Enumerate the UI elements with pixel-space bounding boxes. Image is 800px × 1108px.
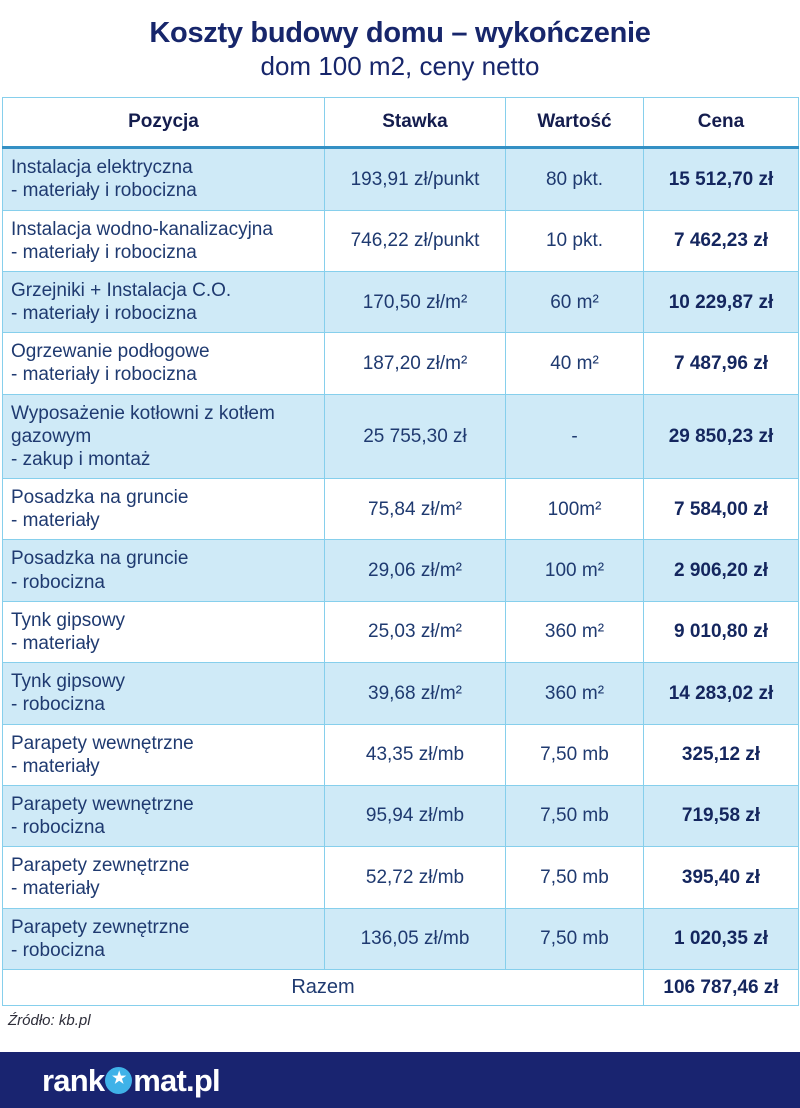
rate-cell: 29,06 zł/m² [325, 540, 506, 601]
quantity-cell: 360 m² [506, 601, 644, 662]
item-subline: - materiały [11, 878, 100, 900]
item-name: Tynk gipsowy [11, 609, 126, 631]
logo-text-suffix: mat.pl [133, 1062, 220, 1098]
table-row [3, 210, 799, 271]
table-row [3, 148, 799, 210]
item-cell [3, 394, 325, 479]
table-row [3, 724, 799, 785]
table-footer [3, 969, 799, 1005]
item-cell [3, 479, 325, 540]
rate-cell: 187,20 zł/m² [325, 333, 506, 394]
table-row [3, 847, 799, 908]
item-name: Parapety wewnętrzne [11, 732, 194, 754]
price-cell: 9 010,80 zł [644, 601, 799, 662]
price-cell: 7 584,00 zł [644, 479, 799, 540]
quantity-cell: 7,50 mb [506, 847, 644, 908]
source-note: Źródło: kb.pl [8, 1011, 91, 1029]
item-subline: - robocizna [11, 694, 105, 716]
quantity-cell: 7,50 mb [506, 908, 644, 969]
quantity-cell: 7,50 mb [506, 785, 644, 846]
item-cell [3, 210, 325, 271]
price-cell: 1 020,35 zł [644, 908, 799, 969]
item-name: Parapety zewnętrzne [11, 916, 190, 938]
logo-circle [105, 1067, 132, 1094]
item-name: Wyposażenie kotłowni z kotłem gazowym [11, 402, 275, 447]
item-name: Tynk gipsowy [11, 671, 126, 693]
item-subline: - materiały i robocizna [11, 364, 197, 386]
column-header-wartosc: Wartość [506, 98, 644, 148]
price-cell: 325,12 zł [644, 724, 799, 785]
item-subline: - robocizna [11, 817, 105, 839]
item-cell [3, 785, 325, 846]
item-cell [3, 540, 325, 601]
quantity-cell: 80 pkt. [506, 148, 644, 210]
item-cell [3, 601, 325, 662]
price-cell: 14 283,02 zł [644, 663, 799, 724]
rate-cell: 25,03 zł/m² [325, 601, 506, 662]
quantity-cell: 40 m² [506, 333, 644, 394]
table-header [3, 98, 799, 148]
quantity-cell: 7,50 mb [506, 724, 644, 785]
table-row [3, 271, 799, 332]
item-subline: - robocizna [11, 571, 105, 593]
table-row [3, 333, 799, 394]
price-cell: 719,58 zł [644, 785, 799, 846]
rate-cell: 193,91 zł/punkt [325, 148, 506, 210]
item-subline: - materiały [11, 632, 100, 654]
total-label: Razem [3, 969, 644, 1005]
total-value: 106 787,46 zł [644, 969, 799, 1005]
page-title: Koszty budowy domu – wykończenie [149, 17, 651, 49]
rate-cell: 39,68 zł/m² [325, 663, 506, 724]
price-cell: 15 512,70 zł [644, 148, 799, 210]
item-subline: - zakup i montaż [11, 448, 151, 470]
logo-text-prefix: rank [42, 1062, 105, 1098]
footer-bar [0, 1052, 800, 1108]
item-subline: - materiały i robocizna [11, 241, 197, 263]
item-name: Instalacja elektryczna [11, 157, 193, 179]
quantity-cell: 100 m² [506, 540, 644, 601]
item-name: Ogrzewanie podłogowe [11, 341, 210, 363]
table-row [3, 785, 799, 846]
item-subline: - robocizna [11, 939, 105, 961]
cost-table [2, 97, 799, 1006]
item-subline: - materiały [11, 755, 100, 777]
item-cell [3, 724, 325, 785]
price-cell: 7 487,96 zł [644, 333, 799, 394]
rate-cell: 170,50 zł/m² [325, 271, 506, 332]
rankomat-logo [42, 1062, 220, 1098]
rate-cell: 95,94 zł/mb [325, 785, 506, 846]
rate-cell: 43,35 zł/mb [325, 724, 506, 785]
quantity-cell: 60 m² [506, 271, 644, 332]
item-name: Parapety zewnętrzne [11, 855, 190, 877]
price-cell: 7 462,23 zł [644, 210, 799, 271]
item-name: Instalacja wodno-kanalizacyjna [11, 218, 273, 240]
table-row [3, 479, 799, 540]
price-cell: 29 850,23 zł [644, 394, 799, 479]
quantity-cell: 100m² [506, 479, 644, 540]
table-row [3, 540, 799, 601]
table-row [3, 394, 799, 479]
item-cell [3, 148, 325, 210]
item-subline: - materiały [11, 510, 100, 532]
item-cell [3, 908, 325, 969]
quantity-cell: - [506, 394, 644, 479]
table-row [3, 601, 799, 662]
rate-cell: 25 755,30 zł [325, 394, 506, 479]
price-cell: 2 906,20 zł [644, 540, 799, 601]
item-name: Grzejniki + Instalacja C.O. [11, 279, 232, 301]
star-icon: ★ [112, 1070, 126, 1087]
item-subline: - materiały i robocizna [11, 180, 197, 202]
column-header-cena: Cena [644, 98, 799, 148]
header-row [3, 98, 799, 148]
price-cell: 10 229,87 zł [644, 271, 799, 332]
column-header-pozycja: Pozycja [3, 98, 325, 148]
table-row [3, 908, 799, 969]
rate-cell: 136,05 zł/mb [325, 908, 506, 969]
item-name: Parapety wewnętrzne [11, 793, 194, 815]
rate-cell: 75,84 zł/m² [325, 479, 506, 540]
item-cell [3, 271, 325, 332]
item-cell [3, 663, 325, 724]
table-row [3, 663, 799, 724]
item-cell [3, 847, 325, 908]
total-row [3, 969, 799, 1005]
item-name: Posadzka na gruncie [11, 548, 189, 570]
item-subline: - materiały i robocizna [11, 303, 197, 325]
title-block [0, 0, 800, 82]
table-body [3, 148, 799, 970]
column-header-stawka: Stawka [325, 98, 506, 148]
item-cell [3, 333, 325, 394]
price-cell: 395,40 zł [644, 847, 799, 908]
page-subtitle: dom 100 m2, ceny netto [260, 51, 540, 82]
quantity-cell: 360 m² [506, 663, 644, 724]
rate-cell: 746,22 zł/punkt [325, 210, 506, 271]
quantity-cell: 10 pkt. [506, 210, 644, 271]
rate-cell: 52,72 zł/mb [325, 847, 506, 908]
item-name: Posadzka na gruncie [11, 487, 189, 509]
